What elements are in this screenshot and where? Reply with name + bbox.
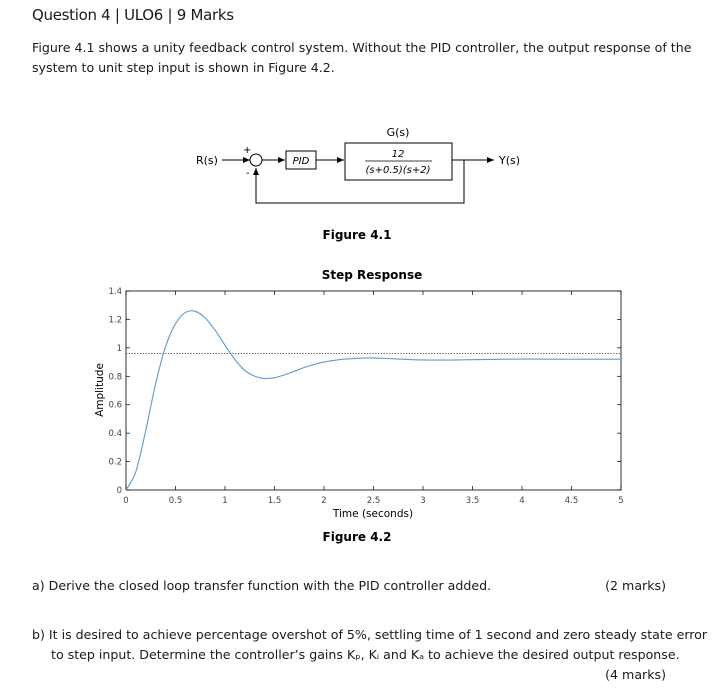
x-tick-label: 3 xyxy=(420,496,426,506)
x-tick-label: 1.5 xyxy=(267,496,282,506)
x-tick-label: 0.5 xyxy=(168,496,183,506)
x-axis-label: Time (seconds) xyxy=(332,508,414,520)
x-tick-label: 4.5 xyxy=(564,496,579,506)
question-b-line-2: to step input. Determine the controller’s gains Kₚ, Kᵢ and Kₐ to achieve the desired output response. xyxy=(51,647,680,662)
question-a-text: a) Derive the closed loop transfer function with the PID controller added. xyxy=(32,578,492,593)
figure-4-2-caption: Figure 4.2 xyxy=(322,530,392,544)
x-tick-label: 2.5 xyxy=(366,496,381,506)
x-tick-label: 5 xyxy=(618,496,624,506)
figure-4-1-caption: Figure 4.1 xyxy=(322,228,392,242)
y-tick-label: 1.4 xyxy=(108,287,122,297)
minus-sign: - xyxy=(246,168,250,179)
plant-label: G(s) xyxy=(386,126,410,139)
x-tick-label: 4 xyxy=(519,496,525,506)
intro-line-2: system to unit step input is shown in Figure 4.2. xyxy=(32,60,335,75)
y-tick-label: 0.6 xyxy=(108,400,122,411)
question-heading: Question 4 | ULO6 | 9 Marks xyxy=(32,6,234,24)
y-tick-label: 0.4 xyxy=(108,429,122,440)
input-label: R(s) xyxy=(196,154,218,167)
summing-junction xyxy=(250,154,262,166)
block-diagram xyxy=(0,0,714,250)
plus-sign: + xyxy=(243,145,252,156)
y-tick-label: 1 xyxy=(116,343,122,354)
feedback-path xyxy=(256,160,464,203)
y-axis-label: Amplitude xyxy=(94,363,106,417)
y-tick-label: 0 xyxy=(116,486,122,496)
output-label: Y(s) xyxy=(499,154,521,167)
plant-denominator: (s+0.5)(s+2) xyxy=(365,165,431,176)
question-b-line-1: b) It is desired to achieve percentage overshot of 5%, settling time of 1 second and zero steady state error xyxy=(32,627,708,642)
intro-line-1: Figure 4.1 shows a unity feedback control system. Without the PID controller, the output response of the xyxy=(32,40,692,55)
plant-numerator: 12 xyxy=(391,149,405,160)
chart-title: Step Response xyxy=(321,268,423,282)
step-response-chart xyxy=(0,255,714,550)
x-tick-label: 1 xyxy=(222,496,228,506)
y-tick-label: 0.8 xyxy=(108,372,122,383)
y-tick-label: 1.2 xyxy=(108,315,122,326)
y-tick-label: 0.2 xyxy=(108,457,122,468)
plot-area xyxy=(126,291,621,490)
x-tick-label: 3.5 xyxy=(465,496,480,506)
x-tick-label: 2 xyxy=(321,496,327,506)
question-a-marks: (2 marks) xyxy=(605,578,666,593)
x-tick-label: 0 xyxy=(123,496,129,506)
pid-label: PID xyxy=(292,156,310,167)
question-b-marks: (4 marks) xyxy=(605,667,666,682)
